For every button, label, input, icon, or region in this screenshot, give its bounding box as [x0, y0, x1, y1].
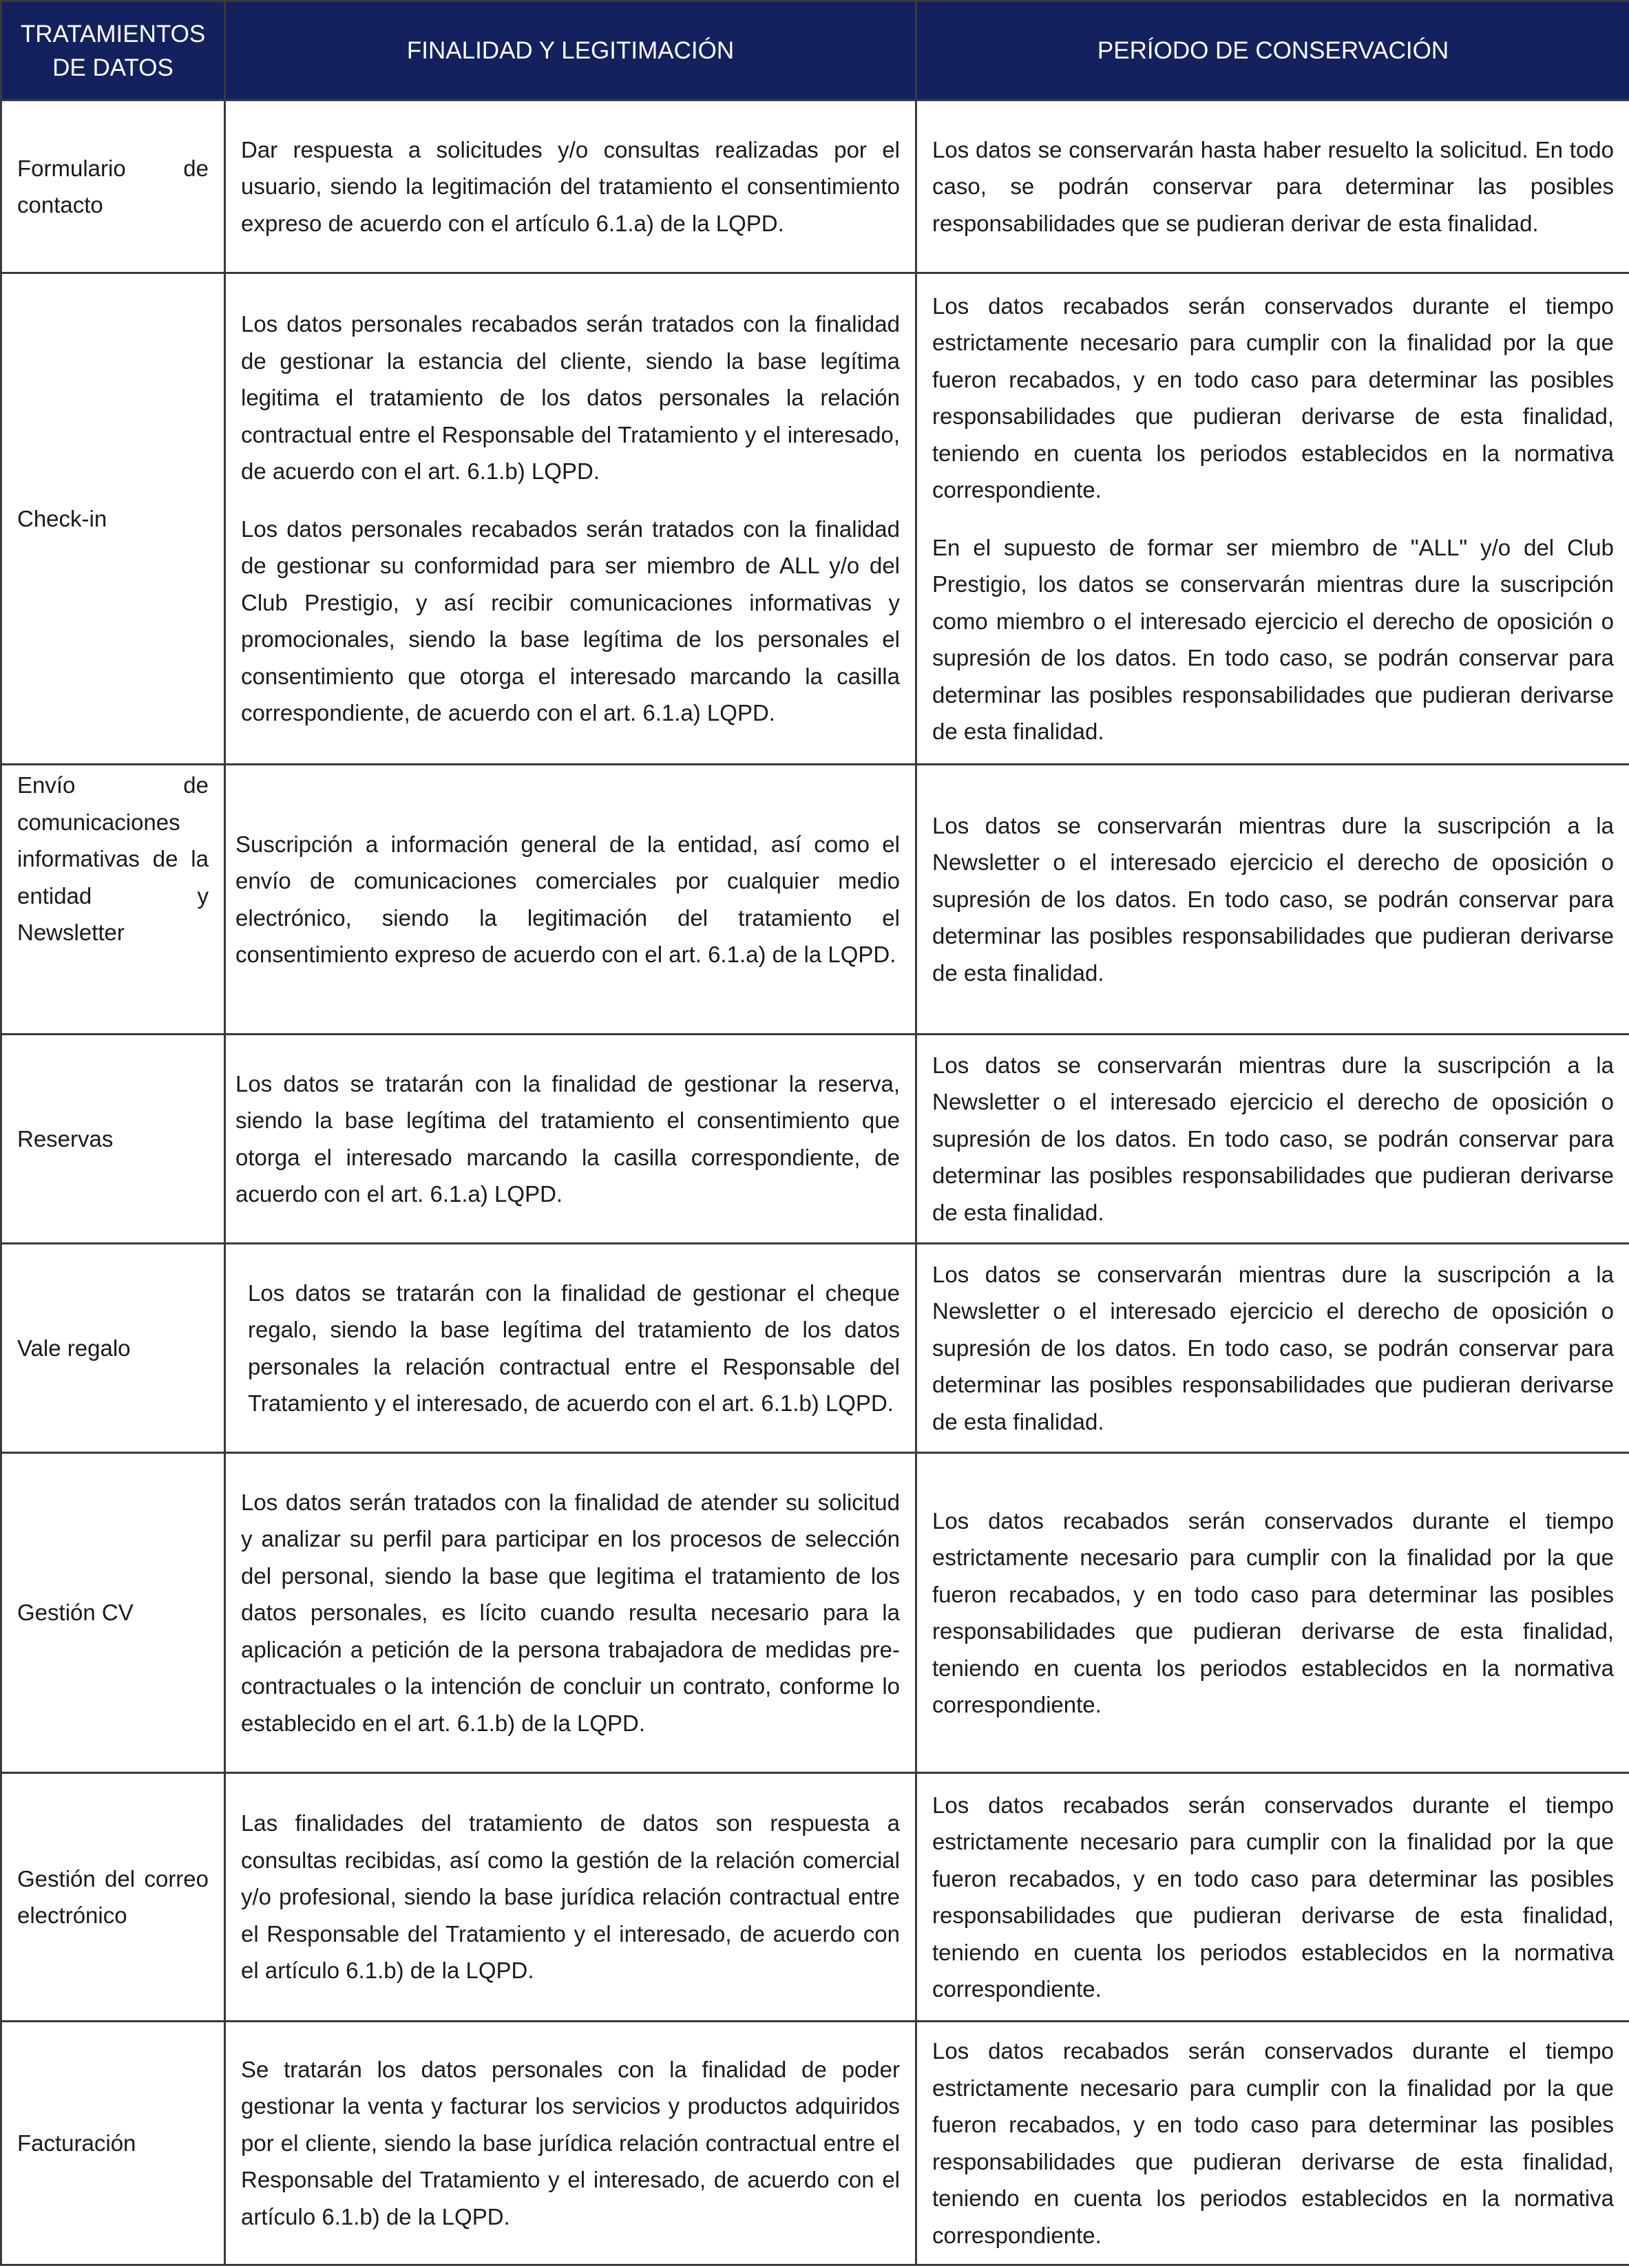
retention-cell [916, 1244, 1629, 1453]
purpose-cell [225, 1244, 916, 1453]
table-row [1, 1773, 1629, 2022]
treatment-name: Reservas [1, 1035, 225, 1244]
treatment-name: Facturación [1, 2022, 225, 2265]
table-row [1, 100, 1629, 273]
retention-cell [916, 2022, 1629, 2265]
table-row [1, 273, 1629, 765]
retention-cell [916, 100, 1629, 273]
purpose-cell [225, 100, 916, 273]
retention-cell [916, 1453, 1629, 1773]
purpose-paragraph: Suscripción a información general de la entidad, así como el envío de comunicaciones comerciales por cualquier medio electrónico, siendo la legitimación del tratamiento el consentimiento expreso de acuerdo con el art. 6.1.a) de la LQPD. [235, 831, 900, 967]
retention-cell [916, 1773, 1629, 2022]
table-row [1, 1035, 1629, 1244]
table-row [1, 1453, 1629, 1773]
table-header-row [1, 1, 1629, 100]
table-row [1, 2022, 1629, 2265]
retention-paragraph: Los datos recabados serán conservados durante el tiempo estrictamente necesario para cumplir con la finalidad por la que fueron recabados, y en todo caso para determinar las posibles responsabilidades que pudieran derivarse de esta finalidad, teniendo en cuenta los periodos establecidos en la normativa correspondiente. [932, 2038, 1614, 2248]
retention-cell [916, 273, 1629, 765]
retention-paragraph: Los datos se conservarán hasta haber resuelto la solicitud. En todo caso, se podrán conservar para determinar las posibles responsabilidades que se pudieran derivar de esta finalidad. [932, 136, 1614, 236]
purpose-paragraph: Los datos personales recabados serán tratados con la finalidad de gestionar su conformidad para ser miembro de ALL y/o del Club Prestigio, y así recibir comunicaciones informativas y promocionales, siendo la base legítima de los personales el consentimiento que otorga el interesado marcando la casilla correspondiente, de acuerdo con el art. 6.1.a) LQPD. [241, 516, 900, 726]
retention-cell [916, 765, 1629, 1035]
retention-cell [916, 1035, 1629, 1244]
treatment-name: Gestión del correo electrónico [1, 1773, 225, 2022]
purpose-paragraph: Los datos serán tratados con la finalidad de atender su solicitud y analizar su perfil para participar en los procesos de selección del personal, siendo la base que legitima el tratamiento de los datos personales, es lícito cuando resulta necesario para la aplicación a petición de la persona trabajadora de medidas pre-contractuales o la intención de concluir un contrato, conforme lo establecido en el art. 6.1.b) de la LQPD. [241, 1489, 900, 1736]
header-purpose: FINALIDAD Y LEGITIMACIÓN [225, 1, 916, 100]
treatment-name: Check-in [1, 273, 225, 765]
purpose-paragraph: Los datos se tratarán con la finalidad de gestionar el cheque regalo, siendo la base legítima del tratamiento de los datos personales la relación contractual entre el Responsable del Tratamiento y el interesado, de acuerdo con el art. 6.1.b) LQPD. [248, 1280, 900, 1416]
retention-paragraph: Los datos se conservarán mientras dure la suscripción a la Newsletter o el interesado ejercicio el derecho de oposición o supresión de los datos. En todo caso, se podrán conservar para determinar las posibles responsabilidades que pudieran derivarse de esta finalidad. [932, 1052, 1614, 1225]
treatment-name: Vale regalo [1, 1244, 225, 1453]
purpose-cell [225, 1773, 916, 2022]
purpose-cell [225, 1035, 916, 1244]
retention-paragraph: Los datos recabados serán conservados durante el tiempo estrictamente necesario para cumplir con la finalidad por la que fueron recabados, y en todo caso para determinar las posibles responsabilidades que pudieran derivarse de esta finalidad, teniendo en cuenta los periodos establecidos en la normativa correspondiente. [932, 293, 1614, 502]
header-treatment: TRATAMIENTOS DE DATOS [1, 1, 225, 100]
purpose-cell [225, 1453, 916, 1773]
retention-paragraph: Los datos se conservarán mientras dure la suscripción a la Newsletter o el interesado ejercicio el derecho de oposición o supresión de los datos. En todo caso, se podrán conservar para determinar las posibles responsabilidades que pudieran derivarse de esta finalidad. [932, 812, 1614, 986]
purpose-cell [225, 2022, 916, 2265]
purpose-cell [225, 273, 916, 765]
retention-paragraph: Los datos recabados serán conservados durante el tiempo estrictamente necesario para cumplir con la finalidad por la que fueron recabados, y en todo caso para determinar las posibles responsabilidades que pudieran derivarse de esta finalidad, teniendo en cuenta los periodos establecidos en la normativa correspondiente. [932, 1507, 1614, 1717]
purpose-paragraph: Los datos se tratarán con la finalidad de gestionar la reserva, siendo la base legítima del tratamiento el consentimiento que otorga el interesado marcando la casilla correspondiente, de acuerdo con el art. 6.1.a) LQPD. [235, 1070, 900, 1207]
purpose-paragraph: Las finalidades del tratamiento de datos son respuesta a consultas recibidas, así como la gestión de la relación comercial y/o profesional, siendo la base jurídica relación contractual entre el Responsable del Tratamiento y el interesado, de acuerdo con el artículo 6.1.b) de la LQPD. [241, 1810, 900, 1984]
treatment-name: Formulario de contacto [1, 100, 225, 273]
retention-paragraph: En el supuesto de formar ser miembro de "ALL" y/o del Club Prestigio, los datos se conservarán mientras dure la suscripción como miembro o el interesado ejercicio el derecho de oposición o supresión de los datos. En todo caso, se podrán conservar para determinar las posibles responsabilidades que pudieran derivarse de esta finalidad. [932, 534, 1614, 744]
purpose-paragraph: Se tratarán los datos personales con la finalidad de poder gestionar la venta y facturar los servicios y productos adquiridos por el cliente, siendo la base jurídica relación contractual entre el Responsable del Tratamiento y el interesado, de acuerdo con el artículo 6.1.b) de la LQPD. [241, 2056, 900, 2229]
treatment-name: Gestión CV [1, 1453, 225, 1773]
treatment-name: Envío de comunicaciones informativas de la entidad y Newsletter [1, 765, 225, 1035]
header-retention: PERÍODO DE CONSERVACIÓN [916, 1, 1629, 100]
purpose-cell [225, 765, 916, 1035]
purpose-paragraph: Dar respuesta a solicitudes y/o consultas realizadas por el usuario, siendo la legitimación del tratamiento el consentimiento expreso de acuerdo con el artículo 6.1.a) de la LQPD. [241, 136, 900, 236]
retention-paragraph: Los datos se conservarán mientras dure la suscripción a la Newsletter o el interesado ejercicio el derecho de oposición o supresión de los datos. En todo caso, se podrán conservar para determinar las posibles responsabilidades que pudieran derivarse de esta finalidad. [932, 1261, 1614, 1434]
table-row [1, 1244, 1629, 1453]
table-row [1, 765, 1629, 1035]
retention-paragraph: Los datos recabados serán conservados durante el tiempo estrictamente necesario para cumplir con la finalidad por la que fueron recabados, y en todo caso para determinar las posibles responsabilidades que pudieran derivarse de esta finalidad, teniendo en cuenta los periodos establecidos en la normativa correspondiente. [932, 1792, 1614, 2002]
purpose-paragraph: Los datos personales recabados serán tratados con la finalidad de gestionar la estancia del cliente, siendo la base legítima legitima el tratamiento de los datos personales la relación contractual entre el Responsable del Tratamiento y el interesado, de acuerdo con el art. 6.1.b) LQPD. [241, 311, 900, 485]
